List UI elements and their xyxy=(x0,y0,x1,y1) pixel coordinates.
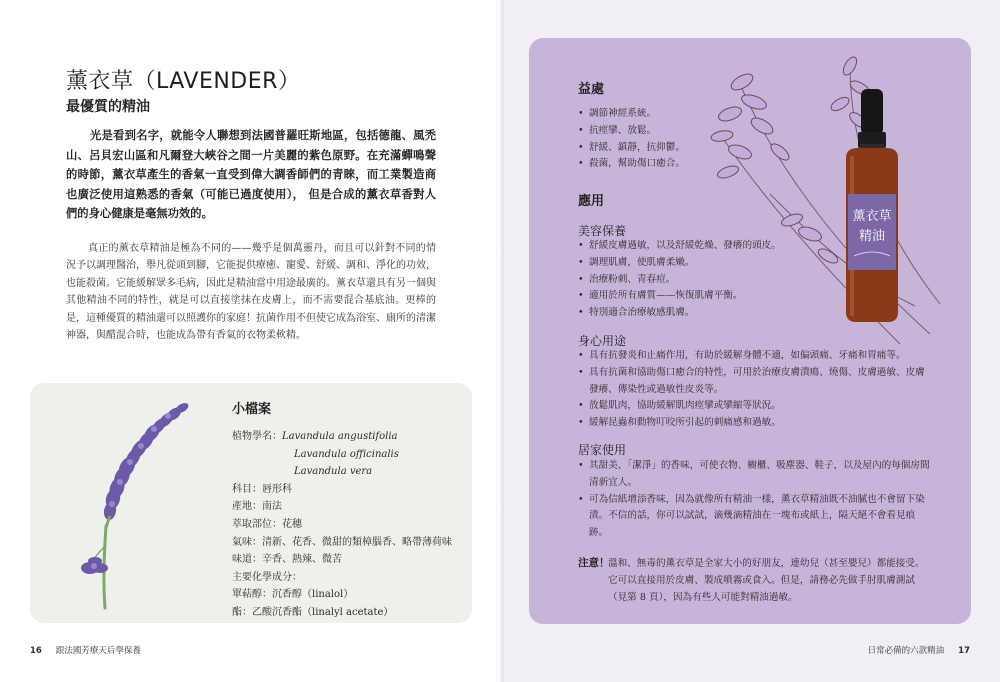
left-footer xyxy=(30,644,141,656)
scent-label: 氣味： xyxy=(232,536,262,548)
origin-value: 南法 xyxy=(262,501,282,513)
botanical-name: Lavandula vera xyxy=(294,466,373,478)
page-number: 16 xyxy=(30,646,42,656)
scent-value: 清新、花香、微甜的類樟腦香、略帶薄荷味 xyxy=(262,536,452,548)
benefits-list xyxy=(578,106,685,173)
component-row xyxy=(232,586,462,604)
book-title: 跟法國芳療天后學保養 xyxy=(55,646,141,656)
component-value: 乙酸沉香酯（linalyl acetate） xyxy=(252,606,394,618)
body-mind-heading: 身心用途 xyxy=(578,334,627,348)
body-mind-list xyxy=(578,348,930,432)
list-item: • 其甜美、「潔淨」的香味，可使衣物、櫥櫃、吸塵器、鞋子，以及屋內的每個房間清新宜人。 xyxy=(578,458,930,492)
caution-text: 溫和、無毒的薰衣草是全家大小的好朋友，連幼兒（甚至嬰兒）都能接受。它可以直接用於皮膚、製成噴霧或食入。但是，請務必先做手肘肌膚測試（見第 8 頁），因為有些人可能對精油過敏。 xyxy=(608,558,925,604)
list-item: • 具有抗發炎和止痛作用，有助於緩解身體不適，如偏頭痛、牙痛和胃痛等。 xyxy=(578,348,930,365)
list-item: • 調理肌膚，使肌膚柔嫩。 xyxy=(578,255,818,272)
list-item: • 抗痙攣、放鬆。 xyxy=(578,123,685,140)
lavender-sprig-illustration xyxy=(70,396,200,614)
taste-row xyxy=(232,551,462,569)
list-item: • 具有抗菌和協助傷口癒合的特性，可用於治療皮膚潰瘍、燒傷、皮膚過敏、皮膚發癢、傳染性或過敏性皮炎等。 xyxy=(578,365,930,399)
family-label: 科目： xyxy=(232,483,262,495)
botanical-label: 植物學名： xyxy=(232,431,282,442)
caution-label: 注意！ xyxy=(578,557,610,569)
list-item: • 調節神經系統。 xyxy=(578,106,685,123)
bottle-label-line-1: 薰衣草 xyxy=(852,209,892,224)
components-label: 主要化學成分： xyxy=(232,571,302,583)
home-use-heading: 居家使用 xyxy=(578,443,627,457)
factsheet-heading: 小檔案 xyxy=(232,402,272,417)
caution-note xyxy=(578,555,928,607)
right-footer xyxy=(868,644,970,656)
list-item: • 舒緩皮膚過敏，以及舒緩乾燥、發癢的頭皮。 xyxy=(578,238,818,255)
origin-row xyxy=(232,498,462,516)
bottle-label-line-2: 精油 xyxy=(858,229,886,244)
taste-label: 味道： xyxy=(232,554,262,566)
component-value: 沉香醇（linalol） xyxy=(272,589,354,601)
page-title: 薰衣草（LAVENDER） xyxy=(66,69,301,94)
scent-row xyxy=(232,534,462,552)
page-subtitle: 最優質的精油 xyxy=(66,99,150,115)
list-item: • 放鬆肌肉，協助緩解肌肉痙攣或攣縮等狀況。 xyxy=(578,398,930,415)
list-item: • 可為信紙增添香味，因為就像所有精油一樣，薰衣草精油既不油膩也不會留下染漬。不信的話，你可以試試，滴幾滴精油在一塊布或紙上，隔天絕不會看見痕跡。 xyxy=(578,492,930,542)
extraction-part-value: 花穗 xyxy=(282,518,302,530)
botanical-name: Lavandula angustifolia xyxy=(282,431,398,442)
beauty-care-list xyxy=(578,238,818,322)
component-label: 酯： xyxy=(232,606,252,618)
taste-value: 辛香、熱辣、微苦 xyxy=(262,554,342,566)
component-row xyxy=(232,604,462,622)
list-item: • 治療粉刺、青春痘。 xyxy=(578,272,818,289)
page-number: 17 xyxy=(958,646,970,656)
botanical-name-row xyxy=(232,428,462,446)
list-item: • 舒緩、鎮靜，抗抑鬱。 xyxy=(578,140,685,157)
book-spine xyxy=(496,0,504,682)
intro-bold-paragraph: 光是看到名字，就能令人聯想到法國普羅旺斯地區，包括德龍、風禿山、呂貝宏山區和凡爾登大峽谷之間一片美麗的紫色原野。在充滿蟬鳴聲的時節，薰衣草產生的香氣一直受到偉大調香師們的青睞，而工業製造商也廣泛使用這熟悉的香氣（可能已過度使用）， 但是合成的薰衣草香對人們的身心健康是毫無功效的。 xyxy=(66,128,436,221)
applications-heading: 應用 xyxy=(578,194,605,209)
extraction-part-label: 萃取部位： xyxy=(232,518,282,530)
beauty-care-heading: 美容保養 xyxy=(578,224,627,238)
home-use-list xyxy=(578,458,930,542)
origin-label: 產地： xyxy=(232,501,262,513)
family-value: 唇形科 xyxy=(262,483,292,495)
list-item: • 殺菌，幫助傷口癒合。 xyxy=(578,156,685,173)
extraction-part-row xyxy=(232,516,462,534)
family-row xyxy=(232,481,462,499)
benefits-heading: 益處 xyxy=(578,82,605,97)
factsheet-list xyxy=(232,428,462,622)
botanical-name: Lavandula officinalis xyxy=(294,448,399,460)
list-item: • 特別適合治療敏感肌膚。 xyxy=(578,305,818,322)
intro-body-paragraph: 真正的薰衣草精油是極為不同的——幾乎是個萬靈丹，而且可以針對不同的情況予以調理醫治，舉凡從頭到腳，它能提供療癒、寵愛、舒緩、調和、淨化的功效，也能殺菌。它能緩解眾多毛病，因此是精油當中用途最廣的。薰衣草還具有另一個與其他精油不同的特性，就是可以直接塗抹在皮膚上，而不需要混合基底油。更棒的是，這種優質的精油還可以照護你的家庭！抗菌作用不但使它成為浴室、廁所的清潔神器，與醋混合時，也能成為帶有香氣的衣物柔軟精。 xyxy=(66,243,436,342)
list-item: • 緩解昆蟲和動物叮咬所引起的刺痛感和過敏。 xyxy=(578,415,930,432)
component-label: 單萜醇： xyxy=(232,589,272,601)
chapter-title: 日常必備的六款精油 xyxy=(867,646,945,656)
list-item: • 適用於所有膚質——恢復肌膚平衡。 xyxy=(578,288,818,305)
